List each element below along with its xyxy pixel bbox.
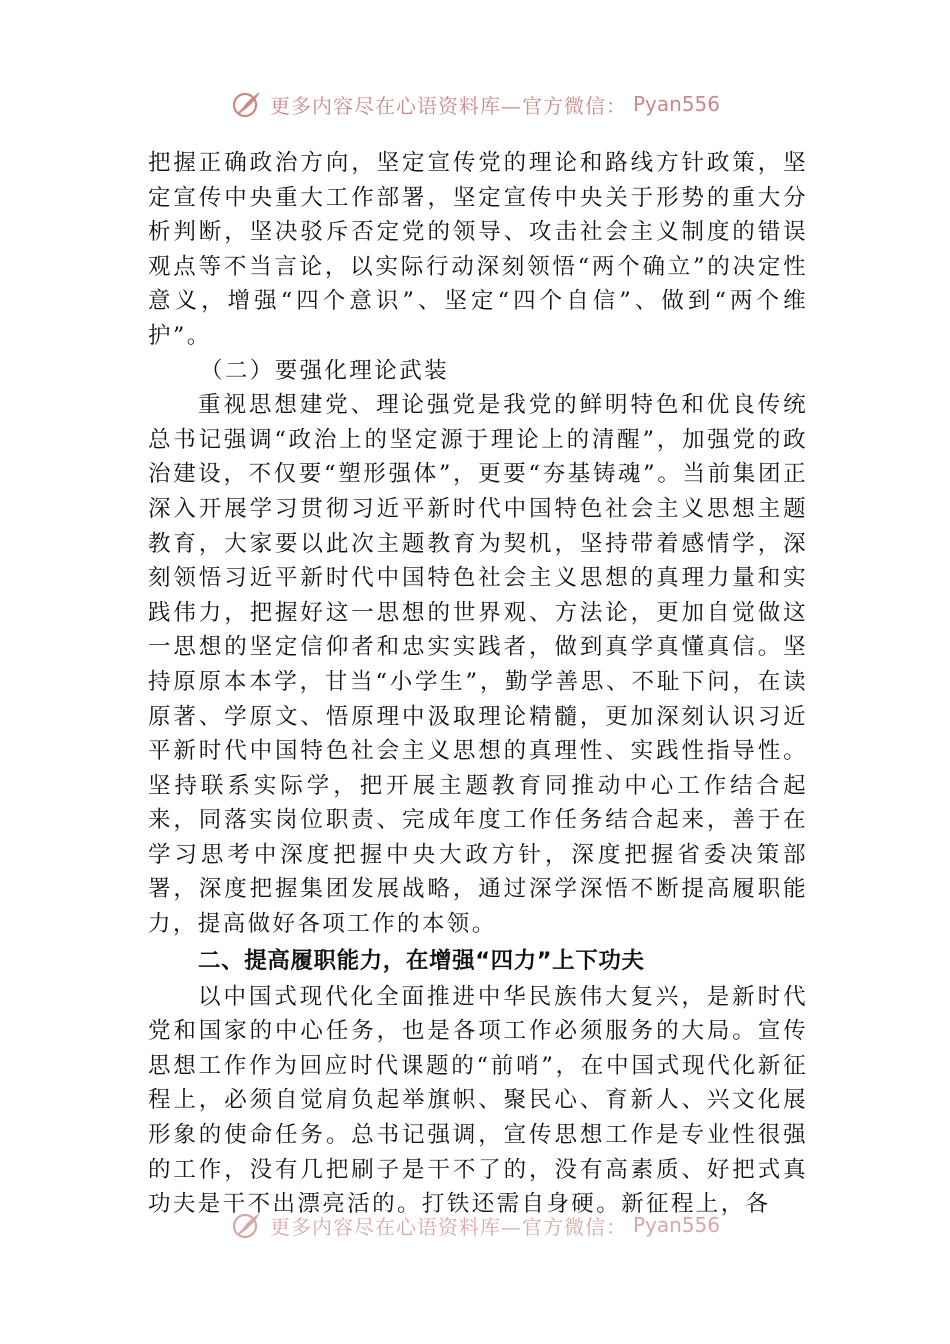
paragraph-modernization: 以中国式现代化全面推进中华民族伟大复兴，是新时代党和国家的中心任务，也是各项工作必须服务的大局。宣传思想工作作为回应时代课题的“前哨”，在中国式现代化新征程上，必须自觉肩负起举旗帜、聚民心、育新人、兴文化展形象的使命任务。总书记强调，宣传思想工作是专业性很强的工作，没有几把刷子是干不了的，没有高素质、好把式真功夫是干不出漂亮活的。打铁还需自身硬。新征程上，各 — [148, 983, 808, 1218]
subheading-theory: （二）要强化理论武装 — [200, 357, 450, 384]
watermark-text: 更多内容尽在心语资料库—官方微信： — [269, 93, 627, 118]
watermark-handle: Pyan556 — [632, 1213, 720, 1237]
watermark-text: 更多内容尽在心语资料库—官方微信： — [269, 1214, 627, 1239]
paragraph-theory: 重视思想建党、理论强党是我党的鲜明特色和优良传统总书记强调“政治上的坚定源于理论上的清醒”，加强党的政治建设，不仅要“塑形强体”，更要“夯基铸魂”。当前集团正深入开展学习贯彻习近平新时代中国特色社会主义思想主题教育，大家要以此次主题教育为契机，坚持带着感情学，深刻领悟习近平新时代中国特色社会主义思想的真理力量和实践伟力，把握好这一思想的世界观、方法论，更加自觉做这一思想的坚定信仰者和忠实实践者，做到真学真懂真信。坚持原原本本学，甘当“小学生”，勤学善思、不耻下问，在读原著、学原文、悟原理中汲取理论精髓，更加深刻认识习近平新时代中国特色社会主义思想的真理性、实践性指导性。坚持联系实际学，把开展主题教育同推动中心工作结合起来，同落实岗位职责、完成年度工作任务结合起来，善于在学习思考中深度把握中央大政方针，深度把握省委决策部署，深度把握集团发展战略，通过深学深悟不断提高履职能力，提高做好各项工作的本领。 — [148, 392, 808, 938]
paragraph-political-direction: 把握正确政治方向，坚定宣传党的理论和路线方针政策，坚定宣传中央重大工作部署，坚定宣传中央关于形势的重大分析判断，坚决驳斥否定党的领导、攻击社会主义制度的错误观点等不当言论，以实际行动深刻领悟“两个确立”的决定性意义，增强“四个意识”、坚定“四个自信”、做到“两个维护”。 — [148, 150, 808, 349]
document-body — [148, 146, 808, 1222]
watermark-footer — [0, 1205, 950, 1245]
feather-pen-logo-icon — [230, 1208, 264, 1242]
section-heading-ability: 二、提高履职能力，在增强“四力”上下功夫 — [198, 947, 645, 974]
watermark-header — [0, 84, 950, 124]
watermark-handle: Pyan556 — [632, 92, 720, 116]
feather-pen-logo-icon — [230, 87, 264, 121]
